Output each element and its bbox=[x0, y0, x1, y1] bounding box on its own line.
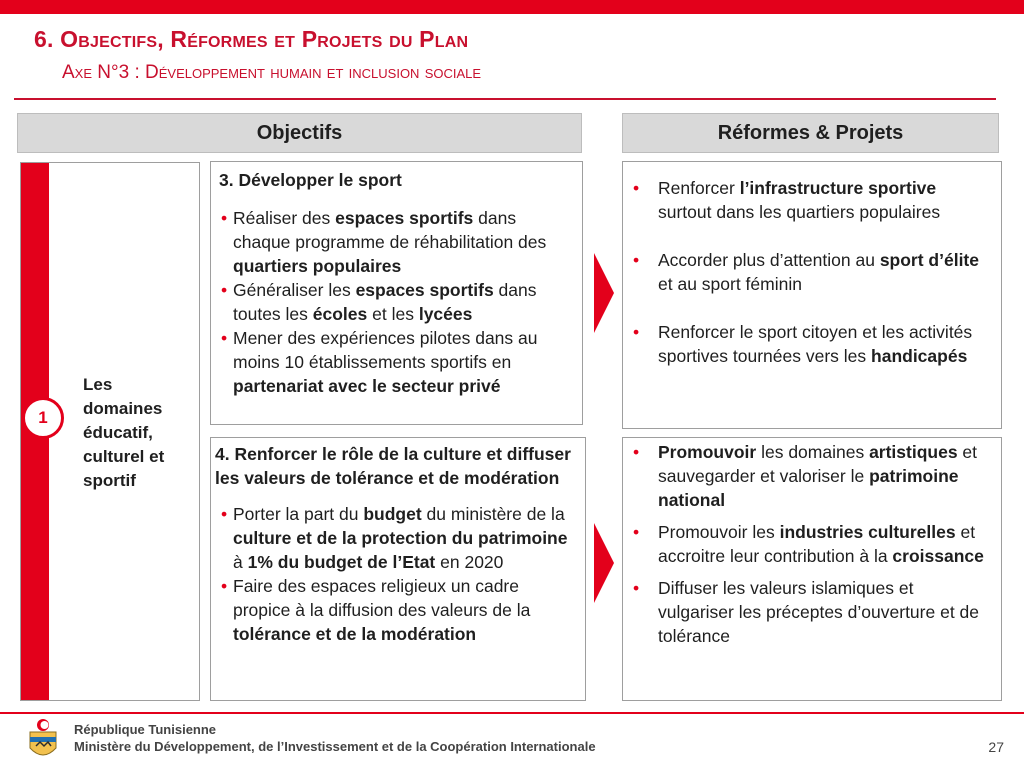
bullet-item: • Promouvoir les industries culturelles et accroitre leur contribution à la croissance bbox=[623, 520, 987, 568]
title-divider bbox=[14, 98, 996, 100]
objectives-box-culture bbox=[210, 437, 586, 701]
page-number: 27 bbox=[988, 739, 1004, 755]
footer-ministry: Ministère du Développement, de l’Investissement et de la Coopération Internationale bbox=[74, 739, 596, 754]
objectives-list bbox=[215, 502, 581, 646]
footer-republic: République Tunisienne bbox=[74, 722, 217, 737]
objectives-list bbox=[219, 206, 574, 398]
bullet-item: • Généraliser les espaces sportifs dans toutes les écoles et les lycées bbox=[219, 278, 574, 326]
bullet-item: • Mener des expériences pilotes dans au moins 10 établissements sportifs en partenariat avec le secteur privé bbox=[219, 326, 574, 398]
domain-label: Les domaines éducatif, culturel et sportif bbox=[83, 375, 165, 490]
objectives-box-sport bbox=[210, 161, 583, 425]
bullet-item: • Promouvoir les domaines artistiques et sauvegarder et valoriser le patrimoine national bbox=[623, 440, 987, 512]
bullet-item: • Renforcer le sport citoyen et les activités sportives tournées vers les handicapés bbox=[623, 320, 987, 368]
domain-number-badge: 1 bbox=[22, 397, 64, 439]
page-subtitle: Axe N°3 : Développement humain et inclusion sociale bbox=[62, 62, 482, 83]
reforms-list bbox=[623, 176, 987, 368]
bullet-item: • Porter la part du budget du ministère de la culture et de la protection du patrimoine à 1% du budget de l’Etat en 2020 bbox=[219, 502, 581, 574]
reforms-box-sport bbox=[622, 161, 1002, 429]
page-title: 6. Objectifs, Réformes et Projets du Plan bbox=[34, 26, 469, 52]
tunisia-emblem-icon bbox=[26, 718, 60, 762]
footer-divider bbox=[0, 712, 1024, 714]
reforms-box-culture bbox=[622, 437, 1002, 701]
bullet-item: • Accorder plus d’attention au sport d’élite et au sport féminin bbox=[623, 248, 987, 296]
bullet-item: • Réaliser des espaces sportifs dans chaque programme de réhabilitation des quartiers populaires bbox=[219, 206, 574, 278]
reforms-list bbox=[623, 440, 987, 648]
bullet-item: • Renforcer l’infrastructure sportive surtout dans les quartiers populaires bbox=[623, 176, 987, 224]
bullet-item: • Diffuser les valeurs islamiques et vulgariser les préceptes d’ouverture et de tolérance bbox=[623, 576, 987, 648]
section-heading: 3. Développer le sport bbox=[219, 170, 402, 190]
objectives-column-header: Objectifs bbox=[17, 113, 582, 153]
bullet-item: • Faire des espaces religieux un cadre propice à la diffusion des valeurs de la tolérance et de la modération bbox=[219, 574, 581, 646]
top-red-bar bbox=[0, 0, 1024, 14]
arrow-right-icon bbox=[594, 523, 614, 603]
arrow-right-icon bbox=[594, 253, 614, 333]
reforms-column-header: Réformes & Projets bbox=[622, 113, 999, 153]
section-heading: 4. Renforcer le rôle de la culture et diffuser les valeurs de tolérance et de modération bbox=[215, 444, 571, 488]
